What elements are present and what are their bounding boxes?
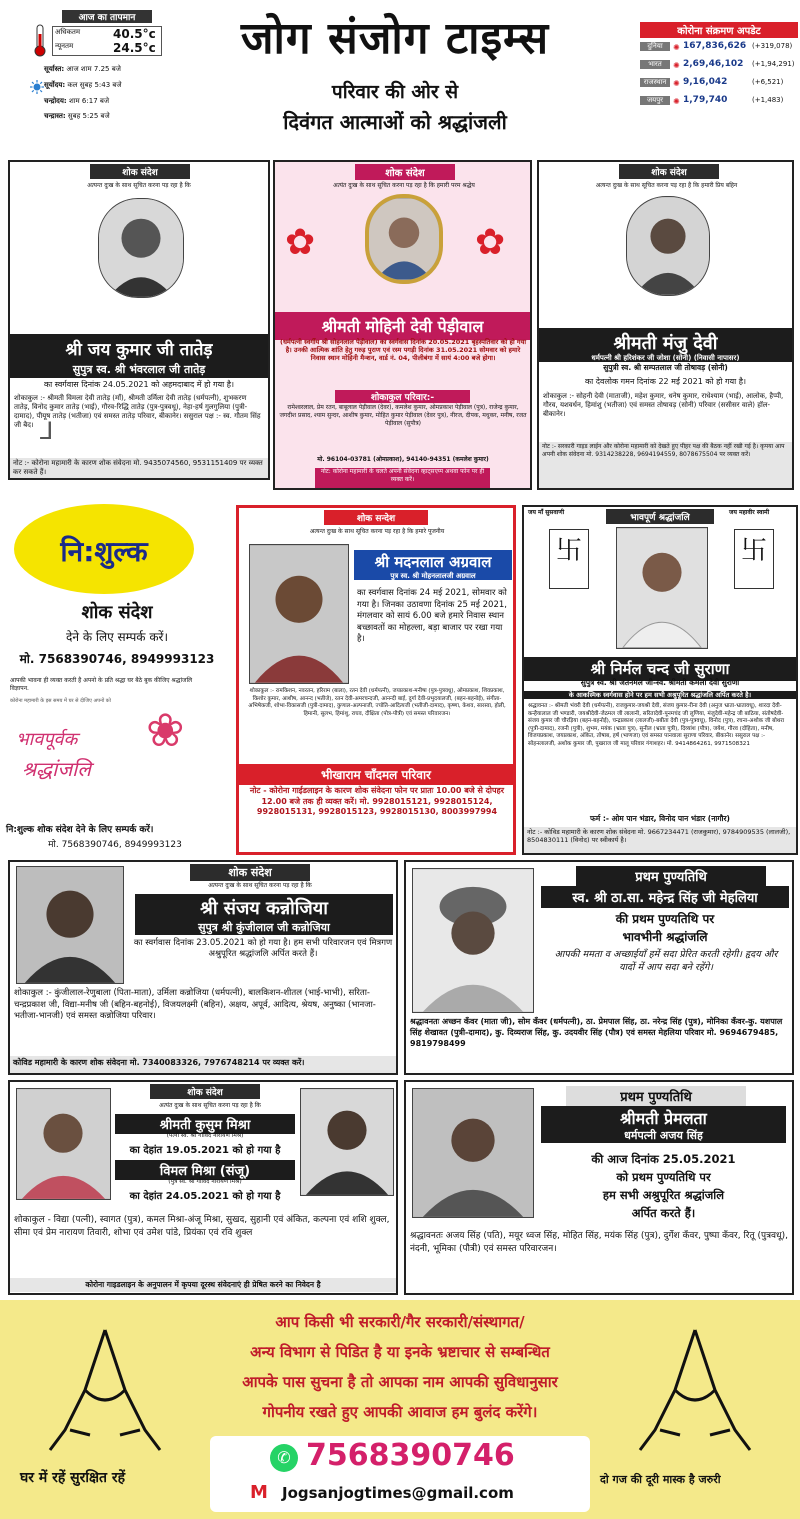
footer-line2: अन्य विभाग से पिडित है या इनके भ्रष्टाचार से सम्बन्धित <box>250 1343 550 1361</box>
namaste-hands-icon <box>620 1320 770 1460</box>
promo-footer-1: नि:शुल्क शोक संदेश देने के लिए सम्पर्क करें। <box>6 825 154 835</box>
obituary-son-of: पुत्र स्व. श्री मोहनलालजी अग्रवाल <box>354 572 512 580</box>
promo-line1: शोक संदेश <box>81 602 153 623</box>
portrait-photo <box>626 196 710 296</box>
masthead-subtitle-2: दिवंगत आत्माओं को श्रद्धांजली <box>283 110 507 134</box>
obituary-name: श्री संजय कन्नोजिया <box>135 894 393 922</box>
corona-row <box>640 94 798 112</box>
obituary-tag: शोक संदेश <box>619 164 719 179</box>
obituary-daughter-of: सुपुत्री स्व. श्री सम्पतलाल जी तोषावड़ (सोनी) <box>603 363 728 372</box>
obituary-tag: शोक संदेश <box>90 164 190 179</box>
sunset-value: आज शाम 7.25 बजे <box>66 65 121 73</box>
anniversary-line2: को प्रथम पुण्यतिथि पर <box>616 1170 711 1184</box>
footer-line1: आप किसी भी सरकारी/गैर सरकारी/संस्थागत/ <box>275 1313 525 1331</box>
footer-email[interactable]: Jogsanjogtimes@gmail.com <box>282 1484 514 1502</box>
card-script-2: श्रद्धांजलि <box>22 757 91 781</box>
promo-card <box>6 675 232 820</box>
contact-box <box>210 1436 590 1512</box>
weather-panel <box>30 10 165 125</box>
obituary-mishra <box>8 1080 398 1295</box>
obituary-name: श्री मदनलाल अग्रवाल <box>354 550 512 574</box>
obituary-name: श्रीमती मंजु देवी <box>539 328 792 358</box>
obituary-jay-kumar <box>8 160 270 480</box>
portrait-photo <box>412 868 534 1013</box>
obituary-nirmal-chand <box>522 505 798 855</box>
obituary-mourners: शोकाकुल :- श्रीमती विमला देवी तातेड़ (माँ), श्रीमती उर्मिला देवी तातेड़ (धर्मपत्नी), शुभकरण तातेड़, विनोद कुमार तातेड़ (भाई), गौरव-रिद्धि तातेड़ (पुत्र-पुत्रवधू), नेहा-हर्ष गुलगुलिया (पुत्री-दामाद), पीयूष तातेड़ (भतीजा) एवं समस्त तातेड़ परिवार, बीकानेर। ससुराल पक्ष :- स्व. गौतम सिंह जी बैद। <box>14 394 261 429</box>
corona-delta: (+1,94,291) <box>752 60 795 68</box>
moonset-label: चन्द्रास्त: <box>44 112 66 120</box>
corona-count: 167,836,626 <box>683 41 747 51</box>
anniversary-mourners: श्रद्धावनतः अच्छन कँवर (माता जी), सोम कँवर (धर्मपत्नी), ठा. प्रेमपाल सिंह, ठा. नरेन्द्र सिंह (पुत्र), मोनिका कँवर-कु. यशपाल सिंह शेखावत (पुत्री-दामाद), कु. दिव्यराज सिंह, कु. उदयवीर सिंह (पौत्र) एवं समस्त मेहलिया परिवार मो. 9694679485, 9819798499 <box>410 1017 783 1048</box>
right-caption: जय महावीर स्वामी <box>729 509 770 516</box>
obituary-line: के आकस्मिक स्वर्गवास होने पर हम सभी अश्रुपूरित श्रद्धांजलि अर्पित करते है। <box>524 691 796 699</box>
obituary-death: का स्वर्गवास दिनांक 24.05.2021 को अहमदाबाद में हो गया है। <box>43 380 235 389</box>
mourners-heading: शोकाकुल परिवार:- <box>335 390 470 403</box>
anniversary-tag: प्रथम पुण्यतिथि <box>566 1086 746 1106</box>
anniversary-line3: हम सभी अश्रुपूरित श्रद्धांजलि <box>602 1188 725 1202</box>
corona-place: भारत <box>640 60 670 69</box>
obituary-sanjay <box>8 860 398 1075</box>
obituary-name-1: श्रीमती कुसुम मिश्रा <box>115 1114 295 1134</box>
corona-place: जयपुर <box>640 96 670 105</box>
obituary-death-2: का देहांत 24.05.2021 को हो गया है <box>129 1191 281 1202</box>
firm-line: फर्म :- ओम पान भंडार, विनोद पान भंडार (नागौर) <box>590 814 730 823</box>
obituary-tag: शोक सन्देश <box>324 510 428 525</box>
corona-count: 2,69,46,102 <box>683 59 744 69</box>
whatsapp-icon[interactable]: ✆ <box>270 1444 298 1472</box>
corona-delta: (+6,521) <box>752 78 784 86</box>
anniversary-line4: अर्पित करते हैं। <box>631 1206 696 1220</box>
portrait-photo <box>365 194 443 284</box>
obituary-body: का स्वर्गवास दिनांक 23.05.2021 को हो गया है। हम सभी परिवारजन एवं मित्रगण अश्रुपूरित श्रद्धांजलि अर्पित करते हैं। <box>133 938 393 959</box>
obituary-body: का स्वर्गवास दिनांक 24 मई 2021, सोमवार को गया है। जिनका उठावणा दिनांक 25 मई 2021, मंगलवार को सायं 6.00 बजे हमारे निवास स्थान बच्छावतों का मोहल्ला, बड़ा बाजार पर रखा गया है। <box>357 588 507 644</box>
anniversary-mahendra-singh <box>404 860 794 1075</box>
free-ad-promo <box>2 500 232 855</box>
virus-icon: ✺ <box>673 43 680 52</box>
footer-line4: गोपनीय रखते हुए आपकी आवाज हम बुलंद करेंगे। <box>262 1403 538 1421</box>
promo-line2: देने के लिए सम्पर्क करें। <box>65 630 169 644</box>
obituary-mourners: श्रद्धावनत :- श्रीमती भंवरी देवी (धर्मपत्नी), राजकुमार-जयश्री देवी, संजय कुमार-रीना देवी (अनुज भ्राता-भ्रातावधू), शारदा देवी-कन्हैयालाल जी भण्डारी, जयश्रीदेवी-जेठमल जी लालानी, सरितादेवी-पूनमचंद जी लुणिया, मंजुदेवी-महेन्द्र जी बाठिया, संतोषदेवी-संजय कुमार जी चौरड़िया (बहन-बहनोई), चन्द्रप्रकाश (लालजी)-बबीता देवी (पुत्र-पुत्रवधू), विनोद (पुत्र), रचना-अशोक जी बोथरा (पुत्री-दामाद), रजनी (पुत्री), शुभम, मयंक (भ्राता पुत्र), सुनील (भ्राता पुत्री), दिव्यांश (पौत्र), जयेश, गौरव (दोहिता), मनीष, विजयप्रकाश, जयप्रकाश, अंकित, तोषाब, हर्ष (भाणजा) एवं समस्त पानवाला सुराणा परिवार, बीकानेर। ससुराल पक्ष :- सोहनलालजी, अशोक कुमार जी, पुखराज जी मालू परिवार गंगाशहर। मो. 9414864261, 9971508321 <box>528 703 785 747</box>
corona-place: राजस्थान <box>640 78 670 87</box>
rose-icon: ❀ <box>146 703 185 757</box>
moonrise-label: चन्द्रोदय: <box>44 97 67 105</box>
obituary-intro: अत्यंत दुःख के साथ सूचित करना पड़ रहा है कि <box>159 1102 261 1109</box>
left-caption: जय माँ सुसवाणी <box>528 509 565 516</box>
masthead-title: जोग संजोग टाइम्स <box>240 13 550 64</box>
sun-icon <box>30 79 44 93</box>
obituary-madanlal <box>236 505 516 855</box>
family-name: भीखाराम चाँदमल परिवार <box>239 764 513 785</box>
card-small-text: कोरोना महामारी के इस समय में घर से दीजिए अपनों को <box>10 698 111 704</box>
card-top-text: आपकी भावना ही व्यक्त करती है अपनो के प्रति श्रद्धा घर बैठे बुक कीजिए श्रद्धांजलि विज्ञापन. <box>10 677 193 692</box>
obituary-note: कोविड महामारी के कारण शोक संवेदना मो. 7340083326, 7976748214 पर व्यक्त करें। <box>10 1056 396 1073</box>
obituary-note: नोट - कोरोना गाईडलाइन के कारण शोक संवेदना फोन पर प्रातः 10.00 बजे से दोपहर 12.00 बजे तक ही व्यक्त करें। मो. 9928015121, 9928015124, 9928015131, 9928015123, 9928015130, 8003997994 <box>249 786 505 816</box>
moonrise-value: शाम 6:17 बजे <box>68 97 110 105</box>
namaste-hands-icon <box>30 1320 180 1460</box>
obituary-name: श्रीमती मोहिनी देवी पेड़ीवाल <box>275 312 530 340</box>
anniversary-wife-of: धर्मपत्नी अजय सिंह <box>541 1128 786 1143</box>
flower-icon: ✿ <box>475 222 506 263</box>
sunset-label: सूर्यास्त: <box>44 65 65 73</box>
corona-row <box>640 40 798 58</box>
corona-delta: (+319,078) <box>752 42 793 50</box>
obituary-mohini-devi <box>273 160 532 490</box>
anniversary-line1: की आज दिनांक 25.05.2021 <box>591 1152 736 1166</box>
sunrise-label: सूर्योदय: <box>44 81 66 89</box>
corona-place: दुनिया <box>640 42 670 51</box>
right-slogan: दो गज की दूरी मास्क है जरुरी <box>600 1473 721 1486</box>
anniversary-line2: भावभीनी श्रद्धांजलि <box>622 930 708 944</box>
corona-title: कोरोना संक्रमण अपडेट <box>640 22 798 38</box>
obituary-intro: अत्यन्त दुःख के साथ सूचित करना पड़ रहा है कि हमारी प्रिय बहिन <box>595 182 738 189</box>
obituary-note: नोट :- सरकारी गाइड लाईन और कोरोना महामारी को देखते हुए पीहर पक्ष की बैठक नहीं रखी गई है। कृपया आप अपनी शोक संवेदना मो. 9314238228, 9694194559, 8078675504 पर व्यक्त करें। <box>539 442 792 488</box>
obituary-mourners: शोकाकुल :- रामकिशन, नवरतन, हरिराम (बाला), रतन देवी (धर्मपत्नी), जयप्रकाश-मनीषा (पुत्र-पुत्रवधू), ओमप्रकाश, शिवप्रकाश, किशोर कुमार, आशीष, आनन्द (भतीजे), रतन देवी-अमरचन्दजी, आनन्दी बाई, दुर्गा देवी-प्रभुदयालजी, (बहन-बहनोई), संगीता-अभिषेकजी, शोभा-विकासजी (पुत्री-दामाद), कुणाल-अल्पनाजी, ज्योति-आदित्यजी (भतीजी-दामाद), कृष्णा, केशव, सारस्वा, होली, हिमानी, सुलभ, हिमांशु, राघव, दीक्षिता (पोत्र-पौत्री) एवं समस्त परिवारजन। <box>248 688 506 717</box>
obituary-mourners: शोकाकुल :- कुंजीलाल-रेणुबाला (पिता-माता), उर्मिला कन्नोजिया (धर्मपत्नी), बालकिशन-शीतल (भाई-भाभी), सरिता-चन्द्रप्रकाश जी, विद्या-मनीष जी (बहिन-बहनोई), विजयलक्ष्मी (बहिन), अक्षय, अपूर्व, आदित्य, श्रेयष, अनुष्का (भानजा-भतीजा-भानजी) एवं समस्त कन्नोजिया परिवार। <box>14 988 376 1021</box>
obituary-mourners: रामेश्वरलाल, प्रेम रतन, बाबूलाल पेड़ीवाल (देवर), कमलेश कुमार, ओमप्रकाश पेड़ीवाल (पुत्र), राजेन्द्र कुमार, जगदीश प्रसाद, श्याम सुन्दर, आशीष कुमार, मोहित कुमार पेड़ीवाल (देवर पुत्र), नीरज, दीपक, मधुकर, मनीष, रजत पेड़ीवाल (सुपौत्र) <box>279 404 527 427</box>
obituary-son-of: सुपुत्र स्व. श्री जतनमल जी-स्व. श्रीमती कमला देवी सुराणा <box>580 678 740 687</box>
footer-line3: आपके पास सुचना है तो आपका नाम आपकी सुविधानुसार <box>242 1373 558 1391</box>
obituary-note: नोट :- कोरोना महामारी के कारण शोक संवेदना मो. 9435074560, 9531151409 पर व्यक्त कर सकते हैं। <box>10 458 268 480</box>
incense-icon: ⅃ <box>40 417 54 445</box>
obituary-note: नोट: कोरोना महामारी के चलते अपनी संवेदना व्हाट्सएप्प अथवा फोन पर ही व्यक्त करें। <box>315 468 490 488</box>
anniversary-name: स्व. श्री ठा.सा. महेन्द्र सिंह जी मेहलिया <box>541 886 789 908</box>
virus-icon: ✺ <box>673 61 680 70</box>
obituary-intro: अत्यन्त दुःख के साथ सूचित करना पड़ रहा है कि <box>208 882 312 889</box>
max-value: 40.5°c <box>113 27 156 41</box>
corona-row <box>640 76 798 94</box>
moonset-value: सुबह 5:25 बजे <box>67 112 110 120</box>
swastik-icon: 卐 <box>734 529 774 589</box>
corona-delta: (+1,483) <box>752 96 784 104</box>
free-badge <box>14 504 194 594</box>
min-value: 24.5°c <box>113 41 156 55</box>
weather-title: आज का तापमान <box>62 10 152 23</box>
portrait-photo <box>98 198 184 298</box>
footer-phone[interactable]: 7568390746 <box>306 1438 515 1473</box>
left-slogan: घर में रहें सुरक्षित रहें <box>20 1470 126 1486</box>
max-label: अधिकतम <box>55 28 81 36</box>
portrait-photo <box>16 1088 111 1200</box>
anniversary-premlata <box>404 1080 794 1295</box>
obituary-tag: शोक संदेश <box>355 164 455 180</box>
obituary-mourners: शोकाकुल :- सोहनी देवी (माताजी), महेश कुमार, धनेष कुमार, राधेश्याम (भाई), आलोक, हैप्पी, गौरव, यशवर्धन, हिमांशु (भतीजा) एवं समस्त तोषावड़ (सोनी) परिवार (ससीसर वाले) हॉल- बीकानेर। <box>543 392 784 418</box>
portrait-photo <box>300 1088 394 1196</box>
anniversary-poem: आपकी ममता व अच्छाईयाँ हमें सदा प्रेरित करती रहेगी। हृदय और यादों में आप सदा बने रहेंगे। <box>554 949 778 973</box>
obituary-note: नोट :- कोविड महामारी के कारण शोक संवेदना मो. 9667234471 (राजकुमार), 9784909535 (लालजी), 8504830111 (विनोद) पर स्वीकार्य है। <box>524 827 796 853</box>
virus-icon: ✺ <box>673 79 680 88</box>
obituary-tag: भावपूर्ण श्रद्धांजलि <box>606 509 714 524</box>
obituary-wife-of: धर्मपत्नी श्री हरिशंकर जी जोशा (सोनी) (निवासी नापासर) <box>539 354 792 362</box>
corona-panel <box>640 22 798 112</box>
card-script-1: भावपूर्वक <box>16 729 78 750</box>
obituary-name: श्री निर्मल चन्द जी सुराणा <box>524 657 796 681</box>
flower-icon: ✿ <box>285 222 316 263</box>
corona-count: 1,79,740 <box>683 95 728 105</box>
obituary-note: कोरोना गाइडलाइन के अनुपालन में कृपया दूरस्थ संवेदनाएं ही प्रेषित करने का निवेदन है <box>10 1278 396 1292</box>
obituary-phones: मो. 96104-03781 (ओमप्रकाश), 94140-94351 (कमलेश कुमार) <box>317 456 489 463</box>
anniversary-tag: प्रथम पुण्यतिथि <box>576 866 766 886</box>
virus-icon: ✺ <box>673 97 680 106</box>
obituary-name: श्री जय कुमार जी तातेड़ <box>10 334 268 363</box>
gmail-icon[interactable]: M <box>250 1482 268 1503</box>
obituary-tag: शोक संदेश <box>190 864 310 881</box>
portrait-photo <box>412 1088 534 1218</box>
obituary-death: का देवलोक गमन दिनांक 22 मई 2021 को हो गया है। <box>585 377 746 386</box>
anniversary-mourners: श्रद्धावनतः अजय सिंह (पति), मयूर ध्वज सिंह, मोहित सिंह, मयंक सिंह (पुत्र), दुर्गेश कँवर, पुष्पा कँवर, रितू (पुत्रवधू), नंदनी, भूमिका (पौत्री) एवं समस्त परिवारजन। <box>410 1231 788 1254</box>
obituary-son-of: सुपुत्र स्व. श्री भंवरलाल जी तातेड़ <box>10 361 268 378</box>
obituary-relation-1: (पत्नी स्व. श्री गोविंद नारायण मिश्र) <box>166 1132 244 1139</box>
thermometer-icon <box>32 24 48 58</box>
anniversary-line1: की प्रथम पुण्यतिथि पर <box>615 912 715 926</box>
min-label: न्यूनतम <box>55 42 74 50</box>
masthead-subtitle-1: परिवार की ओर से <box>331 81 459 103</box>
sunrise-value: कल सुबह 5:43 बजे <box>67 81 122 89</box>
obituary-intro: अत्यन्त दुःख के साथ सूचित करना पड़ रहा है कि हमारे पूजनीय <box>309 528 445 535</box>
swastik-icon: 卐 <box>549 529 589 589</box>
obituary-manju-devi <box>537 160 794 490</box>
obituary-body: (धर्मपत्नी स्वर्गीय श्री सोहनलाल पेड़ीवाल) का स्वर्गवास दिनांक 20.05.2021 बृहस्पतिवार को हो गया है। उनकी आत्मिक शांति हेतु गरुड़ पुराण एवं रस्म पगड़ी दिनांक 31.05.2021 सोमवार को हमारे निवास स्थान मोहिनी मैन्शन, वार्ड नं. 04, पीलीबंगा में सायं 4:00 बजे होगा। <box>279 338 527 362</box>
portrait-photo <box>616 527 708 649</box>
promo-footer-2: मो. 7568390746, 8949993123 <box>48 840 182 850</box>
obituary-intro: अत्यंत दुःख के साथ सूचित करना पड़ रहा है कि हमारी परम श्रद्धेय <box>333 182 475 189</box>
obituary-relation-2: (पुत्र स्व. श्री गोविंद नारायण मिश्र) <box>168 1178 242 1185</box>
obituary-intro: अत्यन्त दुःख के साथ सूचित करना पड़ रहा है कि <box>87 182 191 189</box>
corona-row <box>640 58 798 76</box>
obituary-name-2: विमल मिश्रा (संजू) <box>115 1160 295 1180</box>
obituary-tag: शोक संदेश <box>150 1084 260 1099</box>
portrait-photo <box>249 544 349 684</box>
anniversary-name: श्रीमती प्रेमलता <box>541 1106 786 1130</box>
obituary-son-of: सुपुत्र श्री कुंजीलाल जी कन्नोजिया <box>135 920 393 935</box>
portrait-photo <box>16 866 124 984</box>
footer-banner <box>0 1300 800 1519</box>
promo-phones: मो. 7568390746, 8949993123 <box>19 652 215 666</box>
free-text: नि:शुल्क <box>60 535 148 568</box>
corona-count: 9,16,042 <box>683 77 728 87</box>
obituary-death-1: का देहांत 19.05.2021 को हो गया है <box>129 1145 281 1156</box>
obituary-mourners: शोकाकुल - विद्या (पत्नी), स्वागत (पुत्र), कमल मिश्रा-अंजू मिश्रा, सुखद, सुहानी एवं अंकित, कल्पना एवं शशि शुक्ल, सीमा एवं प्रेम नारायण तिवारी, शोभा एवं उमेश पांडे, प्रियंका एवं रवि शुक्ल <box>14 1215 390 1238</box>
